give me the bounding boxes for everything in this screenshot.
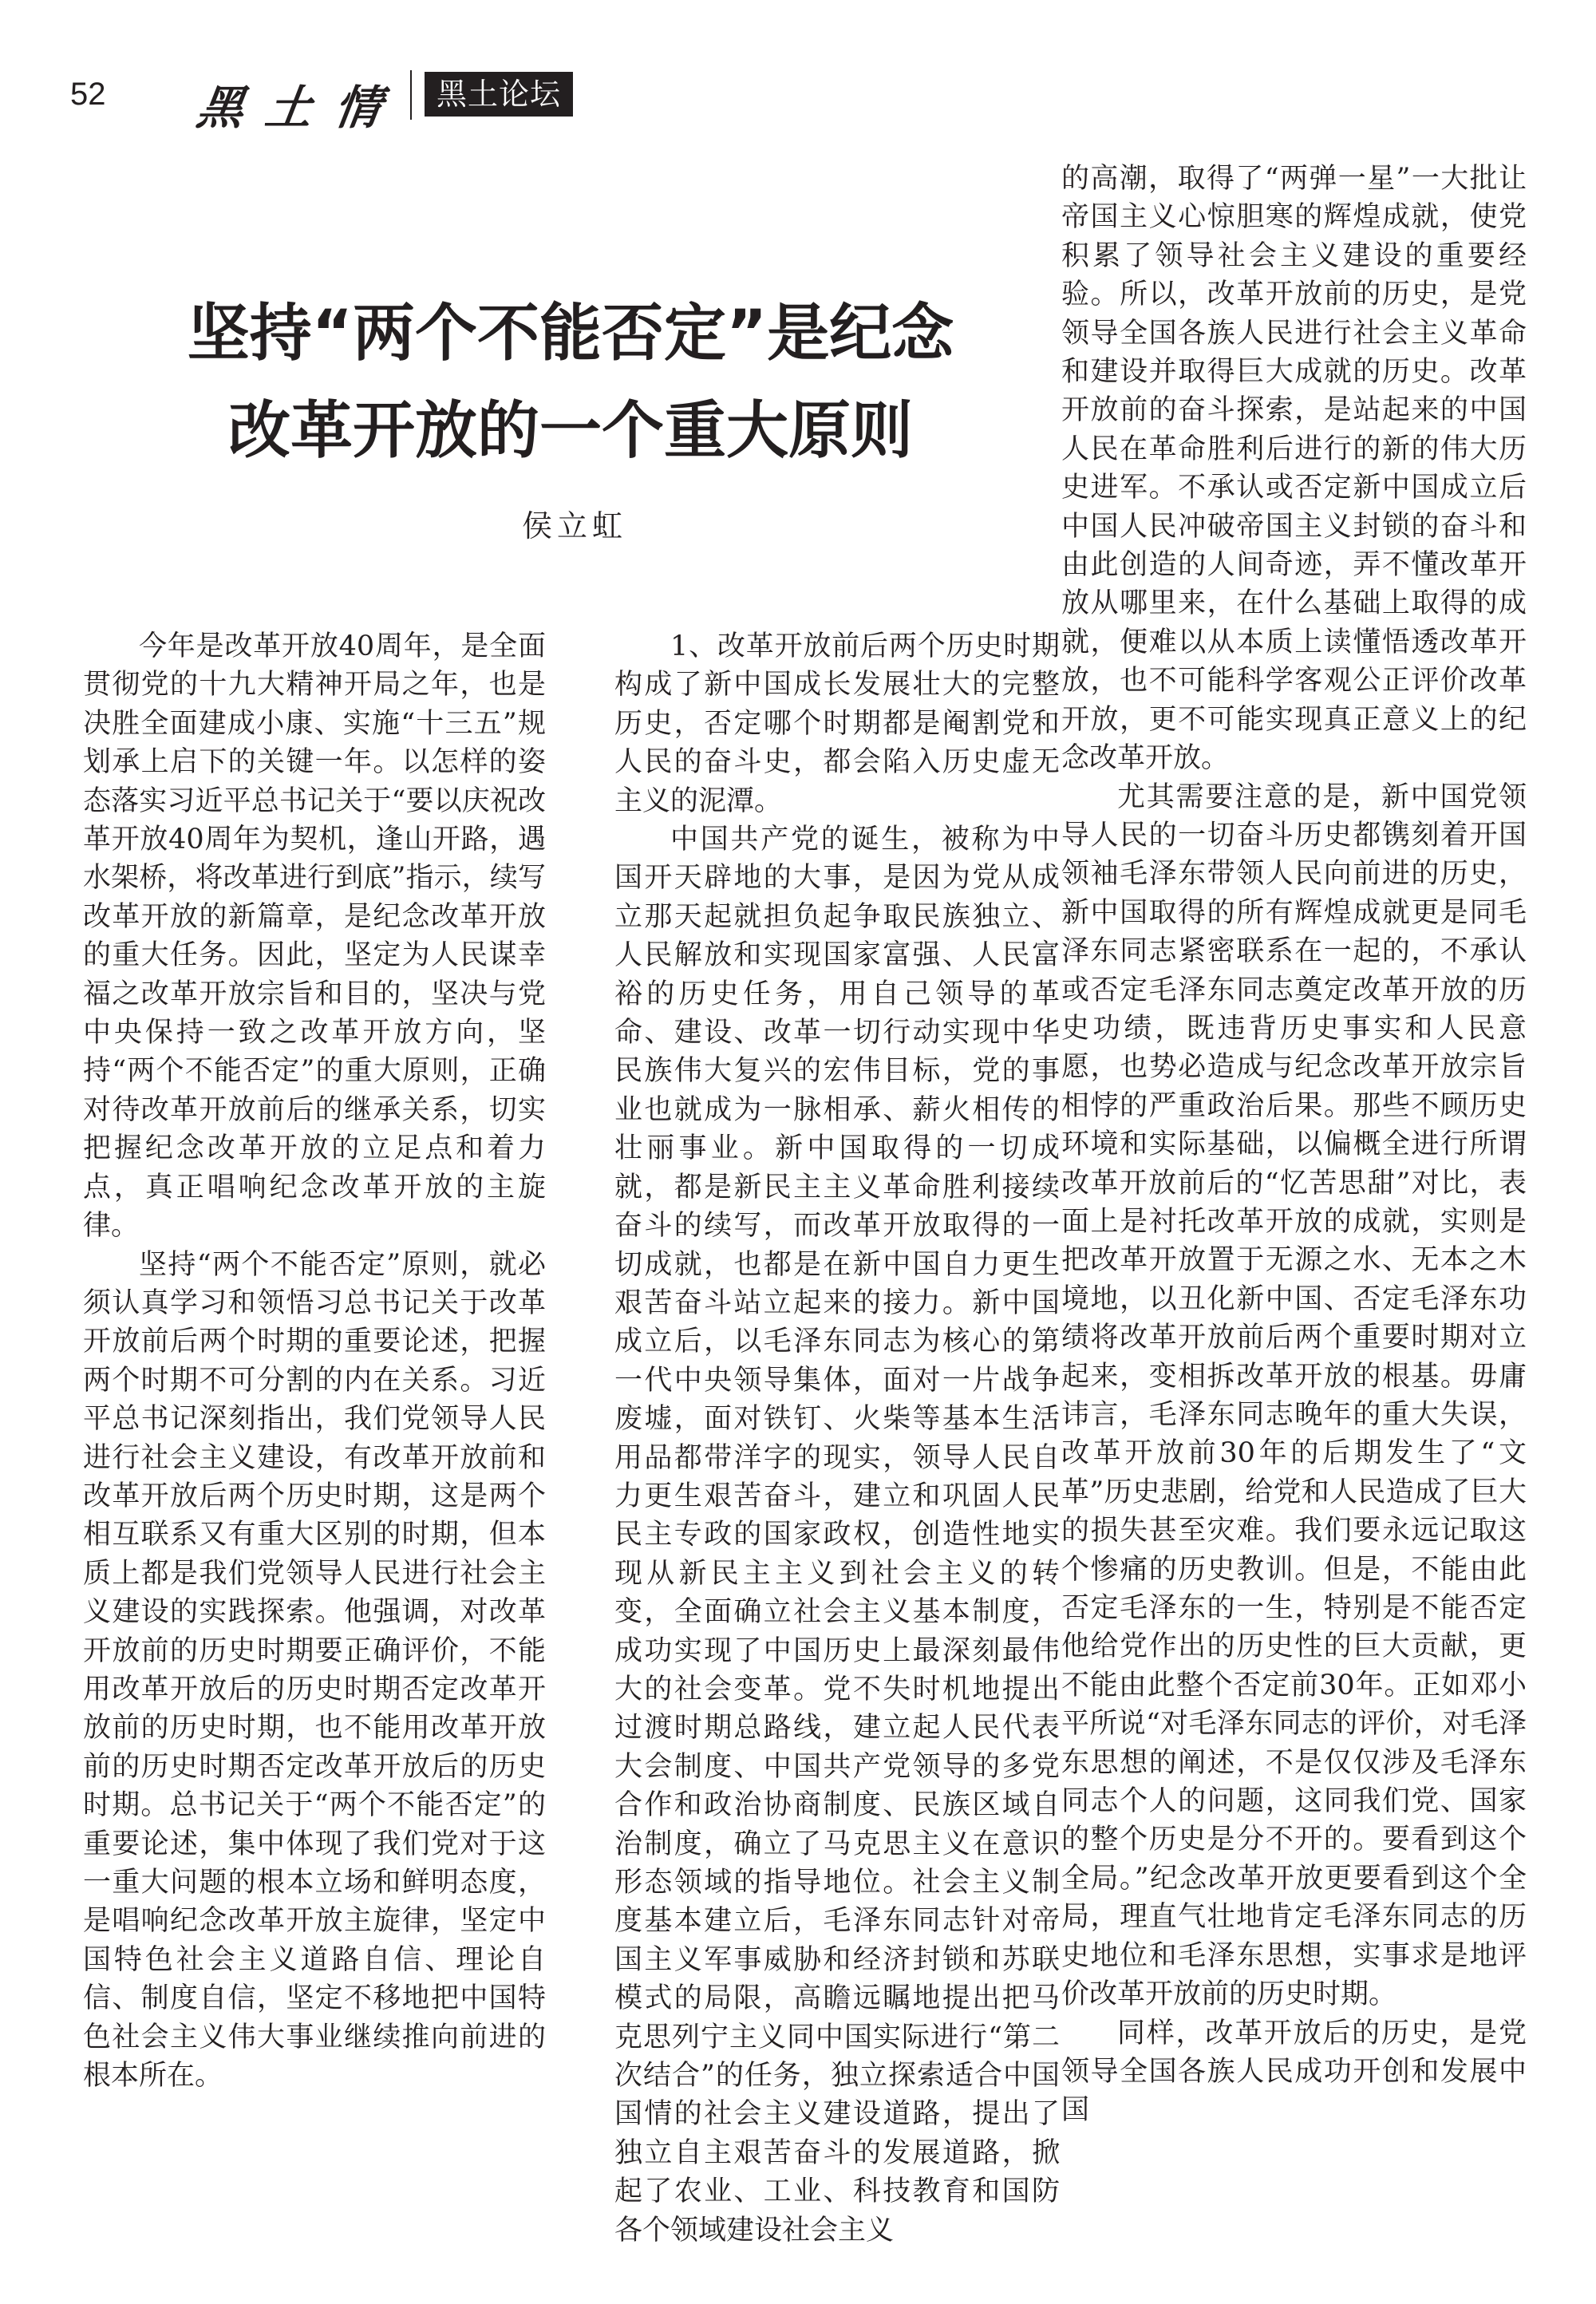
page-number: 52 (70, 77, 106, 112)
magazine-logo: 黑土情 (193, 81, 408, 135)
paragraph: 中国共产党的诞生，被称为中国开天辟地的大事，是因为党从成立那天起就担负起争取民族独立、人民解放和实现国家富强、人民富裕的历史任务，用自己领导的革命、建设、改革一切行动实现中华民族伟大复兴的宏伟目标，党的事业也就成为一脉相承、薪火相传的壮丽事业。新中国取得的一切成就，都是新民主主义革命胜利接续奋斗的续写，而改革开放取得的一切成就，也都是在新中国自力更生艰苦奋斗站立起来的接力。新中国成立后，以毛泽东同志为核心的第一代中央领导集体，面对一片战争废墟，面对铁钉、火柴等基本生活用品都带洋字的现实，领导人民自力更生艰苦奋斗，建立和巩固人民民主专政的国家政权，创造性地实现从新民主主义到社会主义的转变，全面确立社会主义基本制度，成功实现了中国历史上最深刻最伟大的社会变革。党不失时机地提出过渡时期总路线，建立起人民代表大会制度、中国共产党领导的多党合作和政治协商制度、民族区域自治制度，确立了马克思主义在意识形态领域的指导地位。社会主义制度基本建立后，毛泽东同志针对帝国主义军事威胁和经济封锁和苏联模式的局限，高瞻远瞩地提出把马克思列宁主义同中国实际进行“第二次结合”的任务，独立探索适合中国国情的社会主义建设道路，提出了独立自主艰苦奋斗的发展道路，掀起了农业、工业、科技教育和国防各个领域建设社会主义 (614, 824, 1060, 2247)
article-title-line-2: 改革开放的一个重大原则 (227, 395, 913, 467)
paragraph: 尤其需要注意的是，新中国党领导人民的一切奋斗历史都镌刻着开国领袖毛泽东带领人民向前进的历史，新中国取得的所有辉煌成就更是同毛泽东同志紧密联系在一起的，不承认或否定毛泽东同志奠定改革开放的历史功绩，既违背历史事实和人民意愿，也势必造成与纪念改革开放宗旨相悖的严重政治后果。那些不顾历史环境和实际基础，以偏概全进行所谓改革开放前后的“忆苦思甜”对比，表面上是衬托改革开放的成就，实则是把改革开放置于无源之水、无本之木境地，以丑化新中国、否定毛泽东功绩将改革开放前后两个重要时期对立起来，变相拆改革开放的根基。毋庸讳言，毛泽东同志晚年的重大失误，改革开放前30年的后期发生了“文革”历史悲剧，给党和人民造成了巨大的损失甚至灾难。我们要永远记取这个惨痛的历史教训。但是，不能由此否定毛泽东的一生，特别是不能否定他给党作出的历史性的巨大贡献，更不能由此整个否定前30年。正如邓小平所说“对毛泽东同志的评价，对毛泽东思想的阐述，不是仅仅涉及毛泽东同志个人的问题，这同我们党、国家的整个历史是分不开的。要看到这个全局。”纪念改革开放更要看到这个全局，理直气壮地肯定毛泽东同志的历史地位和毛泽东思想，实事求是地评价改革开放前的历史时期。 (1061, 781, 1527, 2011)
paragraph: 今年是改革开放40周年，是全面贯彻党的十九大精神开局之年，也是决胜全面建成小康、实施“十三五”规划承上启下的关键一年。以怎样的姿态落实习近平总书记关于“要以庆祝改革开放40周年为契机，逢山开路，遇水架桥，将改革进行到底”指示，续写改革开放的新篇章，是纪念改革开放的重大任务。因此，坚定为人民谋幸福之改革开放宗旨和目的，坚决与党中央保持一致之改革开放方向，坚持“两个不能否定”的重大原则，正确对待改革开放前后的继承关系，切实把握纪念改革开放的立足点和着力点，真正唱响纪念改革开放的主旋律。 (83, 630, 546, 1243)
author-byline: 侯立虹 (521, 508, 627, 543)
paragraph: 坚持“两个不能否定”原则，就必须认真学习和领悟习总书记关于改革开放前后两个时期的重要论述，把握两个时期不可分割的内在关系。习近平总书记深刻指出，我们党领导人民进行社会主义建设，有改革开放前和改革开放后两个历史时期，这是两个相互联系又有重大区别的时期，但本质上都是我们党领导人民进行社会主义建设的实践探索。他强调，对改革开放前的历史时期要正确评价，不能用改革开放后的历史时期否定改革开放前的历史时期，也不能用改革开放前的历史时期否定改革开放后的历史时期。总书记关于“两个不能否定”的重要论述，集中体现了我们党对于这一重大问题的根本立场和鲜明态度，是唱响纪念改革开放主旋律，坚定中国特色社会主义道路自信、理论自信、制度自信，坚定不移地把中国特色社会主义伟大事业继续推向前进的根本所在。 (83, 1248, 546, 2093)
paragraph-continued: 的高潮，取得了“两弹一星”一大批让帝国主义心惊胆寒的辉煌成就，使党积累了领导社会主义建设的重要经验。所以，改革开放前的历史，是党领导全国各族人民进行社会主义革命和建设并取得巨大成就的历史。改革开放前的奋斗探索，是站起来的中国人民在革命胜利后进行的新的伟大历史进军。不承认或否定新中国成立后中国人民冲破帝国主义封锁的奋斗和由此创造的人间奇迹，弄不懂改革开放从哪里来，在什么基础上取得的成就，便难以从本质上读懂悟透改革开放，也不可能科学客观公正评价改革开放，更不可能实现真正意义上的纪念改革开放。 (1061, 163, 1527, 775)
header-divider (410, 70, 412, 120)
text-column-2 (614, 627, 1060, 2250)
article-title-line-1: 坚持“两个不能否定”是纪念 (187, 298, 954, 370)
text-column-3 (1061, 160, 1527, 2130)
paragraph: 同样，改革开放后的历史，是党领导全国各族人民成功开创和发展中国 (1061, 2017, 1527, 2127)
text-column-1 (83, 627, 546, 2095)
section-badge: 黑土论坛 (425, 72, 573, 117)
section-heading-paragraph: 1、改革开放前后两个历史时期构成了新中国成长发展壮大的完整历史，否定哪个时期都是阉割党和人民的奋斗史，都会陷入历史虚无主义的泥潭。 (614, 630, 1060, 817)
